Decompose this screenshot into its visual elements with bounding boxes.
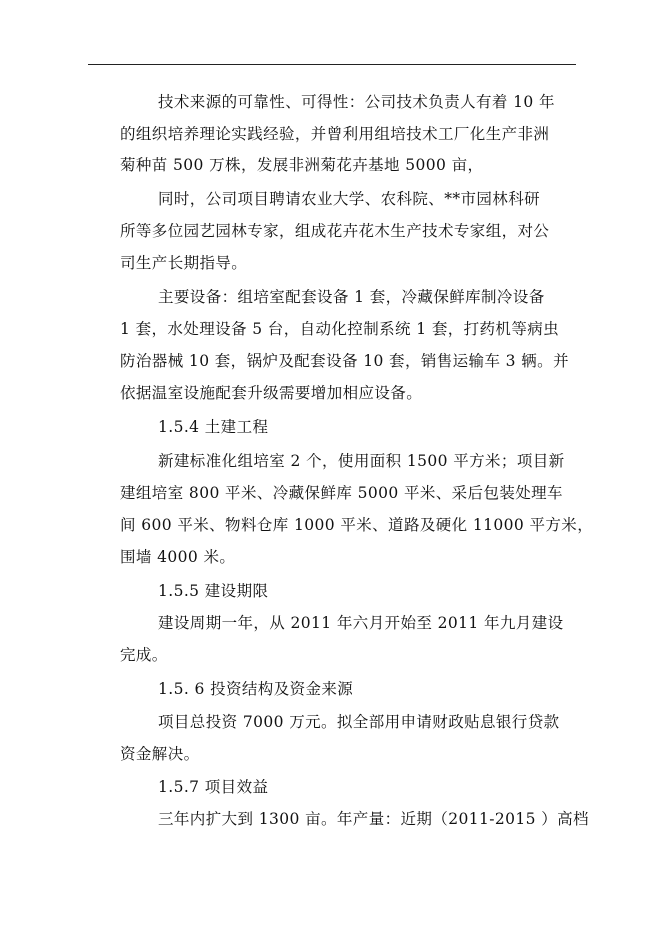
paragraph-equipment-line-4: 依据温室设施配套升级需要增加相应设备。 xyxy=(120,384,423,402)
paragraph-investment-line-2: 资金解决。 xyxy=(120,745,200,763)
section-heading-1-5-6: 1.5. 6 投资结构及资金来源 xyxy=(158,680,354,698)
paragraph-tech-source-line-3: 菊种苗 500 万株，发展非洲菊花卉基地 5000 亩， xyxy=(120,156,484,174)
section-heading-1-5-4: 1.5.4 土建工程 xyxy=(158,418,269,436)
paragraph-construction-line-3: 间 600 平米、物料仓库 1000 平米、道路及硬化 11000 平方米， xyxy=(120,516,594,534)
paragraph-construction-line-2: 建组培室 800 平米、冷藏保鲜库 5000 平米、采后包装处理车 xyxy=(120,484,563,502)
paragraph-tech-source-line-2: 的组织培养理论实践经验，并曾利用组培技术工厂化生产非洲 xyxy=(120,125,550,143)
paragraph-experts-line-3: 司生产长期指导。 xyxy=(120,254,248,272)
paragraph-equipment-line-3: 防治器械 10 套，锅炉及配套设备 10 套，销售运输车 3 辆。并 xyxy=(120,352,569,370)
paragraph-experts-line-2: 所等多位园艺园林专家，组成花卉花木生产技术专家组，对公 xyxy=(120,222,550,240)
paragraph-schedule-line-1: 建设周期一年，从 2011 年六月开始至 2011 年九月建设 xyxy=(158,614,564,632)
section-heading-1-5-7: 1.5.7 项目效益 xyxy=(158,778,269,796)
paragraph-benefits-line-1: 三年内扩大到 1300 亩。年产量：近期（2011-2015 ）高档 xyxy=(158,810,589,828)
paragraph-construction-line-1: 新建标准化组培室 2 个，使用面积 1500 平方米；项目新 xyxy=(158,452,565,470)
header-rule xyxy=(88,64,576,65)
paragraph-investment-line-1: 项目总投资 7000 万元。拟全部用申请财政贴息银行贷款 xyxy=(158,713,560,731)
paragraph-equipment-line-1: 主要设备：组培室配套设备 1 套，冷藏保鲜库制冷设备 xyxy=(158,288,545,306)
paragraph-equipment-line-2: 1 套，水处理设备 5 台，自动化控制系统 1 套，打药机等病虫 xyxy=(120,320,560,338)
section-heading-1-5-5: 1.5.5 建设期限 xyxy=(158,582,269,600)
paragraph-tech-source-line-1: 技术来源的可靠性、可得性：公司技术负责人有着 10 年 xyxy=(158,93,555,111)
paragraph-schedule-line-2: 完成。 xyxy=(120,646,168,664)
paragraph-experts-line-1: 同时，公司项目聘请农业大学、农科院、**市园林科研 xyxy=(158,190,541,208)
paragraph-construction-line-4: 围墙 4000 米。 xyxy=(120,548,236,566)
